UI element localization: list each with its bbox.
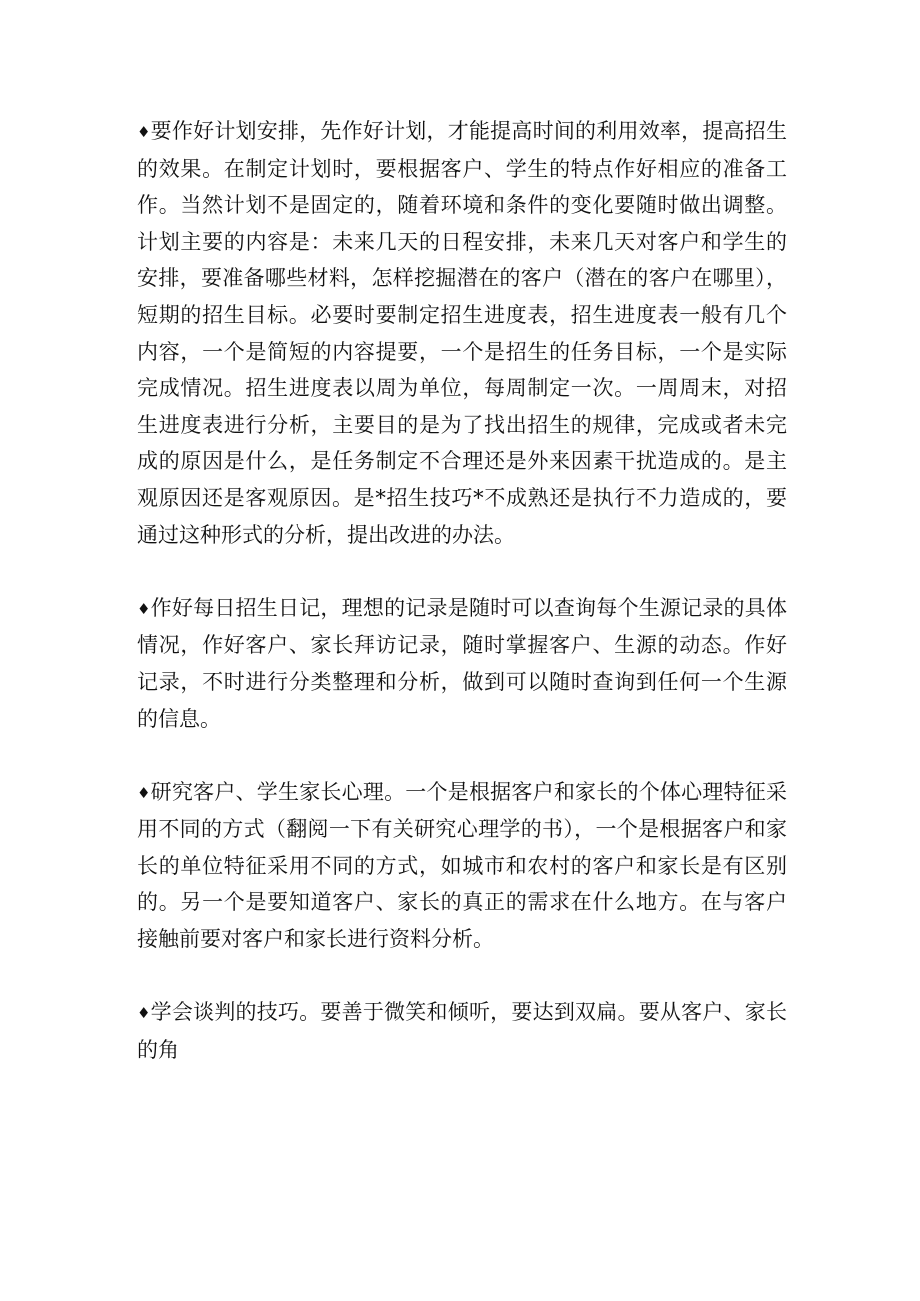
paragraph-text: 作好每日招生日记，理想的记录是随时可以查询每个生源记录的具体情况，作好客户、家长拜访记录，随时掌握客户、生源的动态。作好记录，不时进行分类整理和分析，做到可以随时查询到任何一个生源的信息。 bbox=[137, 595, 787, 731]
document-page bbox=[137, 113, 787, 1105]
paragraph-text: 要作好计划安排，先作好计划，才能提高时间的利用效率，提高招生的效果。在制定计划时，要根据客户、学生的特点作好相应的准备工作。当然计划不是固定的，随着环境和条件的变化要随时做出调整。计划主要的内容是：未来几天的日程安排，未来几天对客户和学生的安排，要准备哪些材料，怎样挖掘潜在的客户（潜在的客户在哪里），短期的招生目标。必要时要制定招生进度表，招生进度表一般有几个内容，一个是简短的内容提要，一个是招生的任务目标，一个是实际完成情况。招生进度表以周为单位，每周制定一次。一周周末，对招生进度表进行分析，主要目的是为了找出招生的规律，完成或者未完成的原因是什么，是任务制定不合理还是外来因素干扰造成的。是主观原因还是客观原因。是*招生技巧*不成熟还是执行不力造成的，要通过这种形式的分析，提出改进的办法。 bbox=[137, 119, 787, 547]
diamond-bullet-icon: ♦ bbox=[137, 123, 151, 141]
diamond-bullet-icon: ♦ bbox=[137, 1004, 151, 1023]
paragraph-text: 研究客户、学生家长心理。一个是根据客户和家长的个体心理特征采用不同的方式（翻阅一下有关研究心理学的书），一个是根据客户和家长的单位特征采用不同的方式，如城市和农村的客户和家长是有区别的。另一个是要知道客户、家长的真正的需求在什么地方。在与客户接触前要对客户和家长进行资料分析。 bbox=[137, 779, 787, 952]
paragraph-text: 学会谈判的技巧。要善于微笑和倾听，要达到双扁。要从客户、家长的角 bbox=[137, 1000, 787, 1062]
diamond-bullet-icon: ♦ bbox=[137, 599, 151, 618]
paragraph-negotiation bbox=[137, 994, 787, 1068]
diamond-bullet-icon: ♦ bbox=[137, 783, 151, 802]
paragraph-daily-diary bbox=[137, 590, 787, 737]
paragraph-planning bbox=[137, 113, 787, 553]
paragraph-psychology bbox=[137, 774, 787, 958]
